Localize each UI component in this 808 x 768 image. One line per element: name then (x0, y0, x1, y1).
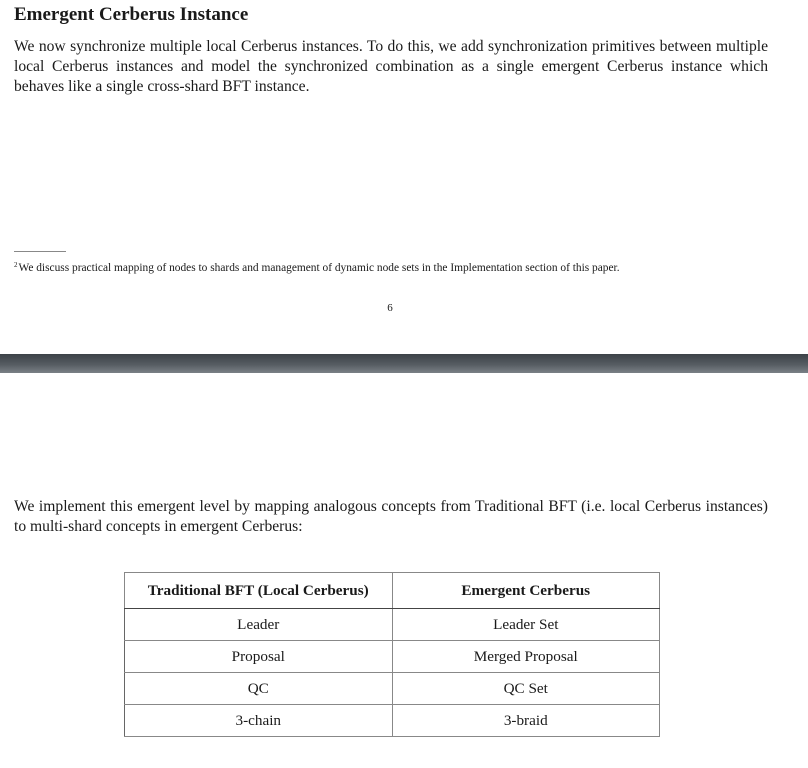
table-cell: 3-chain (125, 705, 393, 737)
page-separator (0, 354, 808, 373)
table-header-row (125, 573, 660, 609)
table-cell: QC (125, 673, 393, 705)
table-cell: 3-braid (392, 705, 660, 737)
document-page-6 (0, 0, 808, 354)
table-row (125, 705, 660, 737)
table-row (125, 609, 660, 641)
table-cell: QC Set (392, 673, 660, 705)
table-cell: Leader (125, 609, 393, 641)
section-heading: Emergent Cerberus Instance (14, 4, 249, 25)
concept-mapping-table (124, 572, 660, 737)
table-header-cell: Traditional BFT (Local Cerberus) (125, 573, 393, 609)
page-number: 6 (387, 302, 393, 314)
footnote (14, 261, 620, 274)
table-cell: Merged Proposal (392, 641, 660, 673)
table-row (125, 641, 660, 673)
footnote-divider (14, 251, 66, 252)
body-paragraph: We now synchronize multiple local Cerberus instances. To do this, we add synchronization primitives between multiple local Cerberus instances and model the synchronized combination as a single emergent Cerberus instance which behaves like a single cross-shard BFT instance. (14, 38, 768, 95)
footnote-marker: 2 (14, 261, 18, 269)
footnote-text: We discuss practical mapping of nodes to shards and management of dynamic node sets in the Implementation section of this paper. (18, 262, 620, 274)
table-cell: Proposal (125, 641, 393, 673)
table-row (125, 673, 660, 705)
body-paragraph: We implement this emergent level by mapping analogous concepts from Traditional BFT (i.e. local Cerberus instances) to multi-shard concepts in emergent Cerberus: (14, 498, 768, 535)
table-cell: Leader Set (392, 609, 660, 641)
table-header-cell: Emergent Cerberus (392, 573, 660, 609)
